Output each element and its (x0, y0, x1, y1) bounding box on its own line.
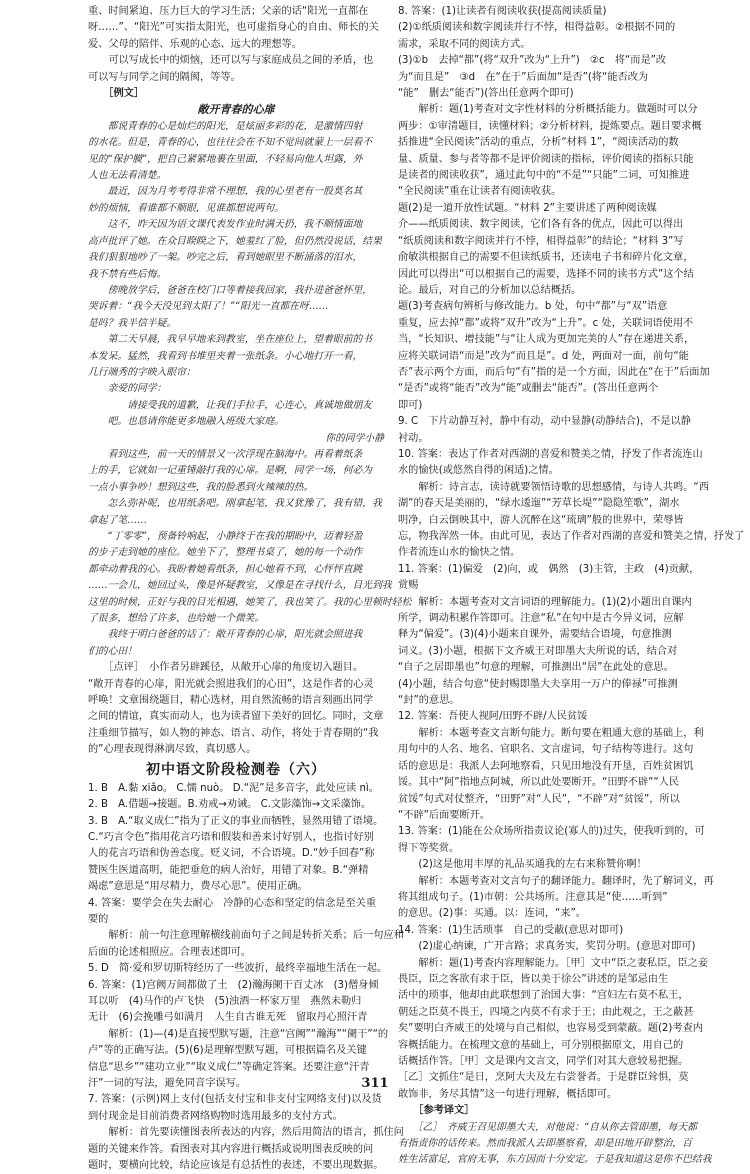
text-line: 这不，昨天因为语文课代表发作业时满天扔，我不顺情面地 (88, 219, 363, 231)
text-line: 了很多，想给了许多，也给她一个微笑。 (88, 613, 265, 625)
text-line: 的意思。(2)事：买通。以：连词，“来”。 (398, 908, 586, 920)
text-line: 我们狠狠地吵了一架。吵完之后，看到她眼里不断涌落的泪水， (88, 252, 363, 264)
text-line: 亲爱的同学： (88, 383, 167, 395)
text-line: 卢”等的正确写法。(5)(6)是理解型默写题，可根据篇名及关键 (88, 1045, 367, 1057)
text-line: 忘，物我浑然一体。由此可见，表达了作者对西湖的喜爱和赞美之情，抒发了 (398, 531, 745, 542)
text-line: 解析：首先要读懂图表所表达的内容，然后用简洁的语言，抓住问 (88, 1127, 404, 1139)
text-line: 竭虑”意思是“用尽精力，费尽心思”。使用正确。 (88, 881, 308, 893)
text-line: 1. B A.黏 xiǎo。 C.懦 nuò。 D.“泥”是多音字，此处应读 nì。 (88, 782, 379, 794)
text-line: 上的手，它就如一记重锤敲打我的心扉。是啊，同学一场，何必为 (88, 465, 373, 477)
text-line: “全民阅读”重在让读者有阅读收获。 (398, 186, 562, 198)
text-line: 题时，要横向比较，结论应该是有总括性的表述，不要出现数据。 (88, 1160, 384, 1172)
subheading: ［参考译文］ (398, 1105, 475, 1117)
text-line: 高声批评了她。在众目睽睽之下，她羞红了脸，但仍然没说话，结果 (88, 235, 382, 247)
text-line: 之间的情谊，真实而动人，也为读者留下美好的回忆。同时，文章 (88, 711, 384, 723)
text-line: 2. B A.借题→接题。B.劝戒→劝诫。 C.文影藻饰→文采藻饰。 (88, 799, 372, 811)
text-line: 矣”要明白齐威王的处境与自己相似，也容易受到蒙蔽。题(2)考查内 (398, 1023, 703, 1035)
right-column (398, 4, 750, 1166)
text-line: 3. B A.“取义成仁”指为了正义的事业而牺牲，显然用错了语境。 (88, 815, 384, 827)
text-line: 耳以听 (4)马作的卢飞快 (5)浊酒一杯家万里 燕然未勒归 (88, 995, 362, 1007)
text-line: 解析：前一句注意理解横线前面句子之间是转折关系；后一句应和 (88, 930, 404, 942)
text-line: 否”表示两个方面，而后句“有”指的是一个方面，因此在“在于”后面加 (398, 366, 710, 378)
text-line: 可以写成长中的烦恼，还可以写与家庭成员之间的矛盾，也 (88, 55, 374, 67)
text-line: (2)这是他用丰厚的礼品买通我的左右来称赞你啊！ (398, 859, 647, 871)
text-line: 两步：①审清题目，读懂材料；②分析材料，提炼要点。题目要求概 (398, 120, 702, 132)
text-line: 哭诉着：“我今天没见到太阳了！”“阳光一直都在呀…… (88, 301, 329, 313)
text-line: 拿起了笔…… (88, 514, 147, 526)
text-line: 我终于明白爸爸的话了：敞开青春的心扉，阳光就会照进我 (88, 629, 363, 641)
text-line: 释为“偏爱”。(3)(4)小题来自课外，需要结合语境，句意推测 (398, 629, 672, 641)
section-title: 初中语文阶段检测卷（六） (146, 761, 326, 778)
text-line: 解析：诗言志，读诗就要领悟诗歌的思想感情，与诗人共鸣。“西 (398, 481, 709, 493)
text-line: 5. D 简·爱和罗切斯特经历了一些波折，最终幸福地生活在一起。 (88, 963, 388, 975)
text-line: 傍晚放学后，爸爸在校门口等着接我回家，我扑进爸爸怀里， (88, 284, 373, 296)
text-line: 将其组成句子。(1)市朝：公共场所。注意其是“使……听到” (398, 891, 668, 903)
text-line: 无计 (6)会挽雕弓如满月 人生自古谁无死 留取丹心照汗青 (88, 1012, 368, 1024)
text-line: 妙的烦恼，看谁都不顺眼，见谁都想说两句。 (88, 202, 284, 214)
text-line: ［点评］ 小作者另辟蹊径，从敞开心扉的角度切入题目。 (88, 662, 364, 674)
text-line: 第二天早晨，我早早地来到教室，坐在座位上，望着眼前的书 (88, 334, 373, 346)
text-line: 重复，应去掉“都”或将“双升”改为“上升”。c 处，关联词语使用不 (398, 317, 694, 329)
text-line: ［乙］ 齐威王召见即墨大夫，对他说：“自从你去管即墨，每天都 (398, 1121, 697, 1133)
text-line: 都牵动着我的心。我盼着她看纸条，担心她看不到，心怦怦直跳 (88, 563, 363, 575)
text-line: 畏臣，臣之客欲有求于臣，皆以美于徐公”讲述的是邹忌由生 (398, 973, 669, 985)
text-line: 吧。也恳请你能更多地融入班级大家庭。 (88, 416, 284, 428)
text-line: 呼唤！文章围绕题目，精心选材，用自然流畅的语言刻画出同学 (88, 695, 374, 707)
text-line: 介——纸质阅读、数字阅读，它们各有各的优点，因此可以得出 (398, 219, 684, 231)
text-line: 可以写与同学之间的隔阂，等等。 (88, 71, 241, 83)
text-line: 因此可以得出“可以根据自己的需要，选择不同的读书方式”这个结 (398, 268, 694, 280)
text-line: 8. 答案：(1)让读者有阅读收获(提高阅读质量) (398, 6, 607, 17)
text-line: 请接受我的道歉，让我们手拉手，心连心，真诚地做朋友 (88, 399, 373, 411)
text-line: 解析：题(1)考查对文字性材料的分析概括能力。做题时可以分 (398, 104, 698, 116)
text-line: 的步子走到她的座位。她坐下了，整理书桌了，她的每一个动作 (88, 547, 363, 559)
text-line: 明净，白云倒映其中，游人沉醉在这“琉璃”般的世界中，荣辱皆 (398, 514, 684, 526)
text-line: 衬动。 (398, 432, 429, 444)
text-line: 怎么弥补呢，也用纸条吧。刚拿起笔，我又犹豫了，我有错，我 (88, 498, 382, 510)
text-line: 见的“保护膜”，把自己紧紧地裹在里面，不轻易向他人坦露，外 (88, 153, 363, 165)
text-line: 我不禁有些后悔。 (88, 268, 167, 280)
text-line: 有指责你的话传来。然而我派人去即墨察看，却是田地开辟整治，百 (398, 1138, 692, 1150)
page-number: 311 (361, 1076, 389, 1091)
text-line: “自子之居即墨也”句意的理解，可推测出“居”在此处的意思。 (398, 662, 674, 674)
text-line: 题(3)考查病句辨析与修改能力。b 处，句中“都”与“双”语意 (398, 301, 668, 313)
text-line: 后面的论述相照应。合理表述即可。 (88, 946, 251, 958)
text-line: “能” 删去“能否”)(答出任意两个即可) (398, 88, 574, 100)
text-line: 是吗？我半信半疑。 (88, 317, 177, 329)
text-line: 呀……”、“阳光”可实指太阳光，也可虚指身心的自由、师长的关 (88, 22, 379, 34)
text-line: “丁零零”，预备铃响起，小静终于在我的期盼中，迈着轻盈 (88, 531, 363, 542)
text-line: 括推进“全民阅读”活动的重点，分析“材料 1”，“阅读活动的数 (398, 137, 679, 149)
text-line: 得下等奖赏。 (398, 842, 460, 854)
text-line: 本发呆。猛然，我看到书堆里夹着一张纸条。小心地打开一看， (88, 350, 363, 362)
text-line: 作者流连山水的愉快之情。 (398, 547, 521, 559)
text-line: “是否”或将“能否”改为“能”或删去“能否”。(答出任意两个 (398, 383, 659, 395)
text-line: 7. 答案：(示例)网上支付(包括支付宝和非支付宝网络支付)以及货 (88, 1094, 382, 1106)
text-line: “敞开青春的心扉，阳光就会照进我们的心田”，这是作者的心灵 (88, 678, 374, 690)
text-line: 用句中的人名、地名、官职名、文言虚词，句子结构等进行。这句 (398, 744, 694, 756)
signature-line: 你的同学小静 (325, 432, 384, 444)
text-line: 题的关键来作答。看图表对其内容进行概括或说明图表反映的问 (88, 1143, 374, 1155)
text-line: (2)虚心纳谏，广开言路；求真务实，奖罚分明。(意思对即可) (398, 941, 696, 953)
text-line: 姓生活富足，官府无事，东方因而十分安定。于是我知道这是你不巴结我 (398, 1154, 712, 1166)
text-line: 论。最后，对自己的分析加以总结概括。 (398, 284, 582, 296)
text-line: 应将关联词语“而是”改为“而且是”。d 处，两面对一面，前句“能 (398, 350, 689, 362)
text-line: C.“巧言令色”指用花言巧语和假装和善来讨好别人，也指讨好别 (88, 831, 374, 843)
text-line: 们的心田！ (88, 645, 137, 657)
text-line: 解析：本题考查对文言句子的翻译能力。翻译时，先了解词义，再 (398, 875, 714, 887)
text-line: 重、时间紧迫、压力巨大的学习生活；父亲的话“阳光一直都在 (88, 6, 369, 17)
text-line: 汗”一词的写法，避免同音字误写。 (88, 1078, 247, 1089)
text-line: 词义。(3)小题，根据下文齐威王对即墨大夫所说的话，结合对 (398, 645, 678, 657)
text-line: 6. 答案：(1)宫阙万间都做了土 (2)瀚海阑干百丈冰 (3)僧身倾 (88, 979, 379, 991)
text-line: 的”心理表现得淋漓尽致，真切感人。 (88, 744, 257, 756)
text-line: 赞医生医道高明，能把垂危的病人治好，用错了对象。B.“弹精 (88, 864, 369, 876)
text-line: 爱、父母的陪伴、乐观的心态、远大的理想等。 (88, 38, 302, 50)
text-line: 量、质量、参与者等都不是评价阅读的指标，评价阅读的指标只能 (398, 153, 694, 165)
text-line: 即可) (398, 399, 423, 411)
text-line: 需求，采取不同的阅读方式。 (398, 38, 531, 50)
text-line: 9. C 下片动静互衬，静中有动，动中显静(动静结合)，不是以静 (398, 416, 691, 428)
text-line: 14. 答案：(1)生活琐事 自己的受蔽(意思对即可) (398, 924, 624, 936)
text-line: 馁。其中“阿”指地点阿城，所以此处要断开。“田野不辟”“人民 (398, 777, 680, 789)
text-line: ……一会儿，她回过头，像是怀疑教室，又像是在寻找什么，目光到我 (88, 580, 392, 592)
text-line: 解析：本题考查对文言词语的理解能力。(1)(2)小题出自课内 (398, 596, 692, 608)
essay-title: 敞开青春的心扉 (197, 103, 275, 117)
text-line: 最近，因为月考考得非常不理想，我的心里老有一股莫名其 (88, 186, 363, 198)
text-line: 都说青春的心是灿烂的阳光，是炫丽多彩的花，是激情四射 (88, 120, 363, 132)
text-line: 10. 答案：表达了作者对西湖的喜爱和赞美之情，抒发了作者流连山 (398, 448, 703, 460)
subheading: ［例文］ (88, 88, 145, 100)
text-line: 敢饰非，务尽其情”这一句进行理解，概括即可。 (398, 1088, 618, 1100)
text-line: 为“而且是” ③d 在“在于”后面加“是否”(将“能否改为 (398, 71, 649, 83)
text-line: “纸质阅读和数字阅读并行不悖，相得益彰”的结论；“材料 3”写 (398, 235, 684, 247)
text-line: 到付现金是目前消费者网络购物时选用最多的支付方式。 (88, 1110, 343, 1122)
text-line: 信息“思乡”“建功立业”“取义成仁”等确定答案。还要注意“汗青 (88, 1061, 370, 1073)
text-line: 贫馁”句式对仗整齐，“田野”对“人民”，“不辟”对“贫馁”，所以 (398, 793, 680, 805)
text-line: 话的意思是：我派人去阿地察看，只见田地没有开垦，百姓贫困饥 (398, 760, 694, 772)
text-line: (3)①b 去掉“都”(将“双升”改为“上升”) ②c 将“而是”改 (398, 55, 667, 67)
text-line: 所学，调动积累作答即可。注意“私”在句中是古今异义词，应解 (398, 613, 684, 625)
text-line: 解析：题(1)考查内容理解能力。［甲］文中“臣之妻私臣，臣之妾 (398, 957, 709, 969)
text-line: “封”的意思。 (398, 695, 460, 707)
text-line: 水的愉快(或悠然自得的闲适)之情。 (398, 465, 559, 477)
text-line: (4)小题，结合句意“使封赐即墨大夫享用一万户的俸禄”可推测 (398, 678, 678, 690)
text-line: 一点小事争吵！想到这些，我的脸悉到火辣辣的热。 (88, 481, 314, 493)
text-line: 容概括能力。在梳理文意的基础上，可分别根据原文，用自己的 (398, 1039, 684, 1051)
text-line: 看到这些，前一天的情景又一次浮现在脑海中。再看着纸条 (88, 448, 363, 460)
text-line: 湖”的春天是美丽的，“绿水逶迤”“芳草长堤”“隐隐笙歌”，湖水 (398, 498, 680, 510)
text-line: 这里的时候，正好与我的目光相遇，她笑了，我也笑了。我的心里顿时轻松 (88, 596, 412, 608)
text-line: “不辟”后面要断开。 (398, 809, 491, 821)
text-line: ［乙］文抓住“是日，烹阿大夫及左右尝誉者。于是群臣耸惧，莫 (398, 1072, 689, 1084)
text-line: 要的 (88, 913, 109, 925)
text-line: 人也无法看清楚。 (88, 170, 167, 182)
text-line: 当，“长知识、增技能”与“让人成为更加完美的人”存在递进关系， (398, 334, 695, 346)
text-line: 的水花。但是，青春的心，也往往会在不知不觉间就蒙上一层看不 (88, 137, 373, 149)
text-line: 是读者的阅读收获”，通过此句中的“不是”“只能”二词，可知推进 (398, 170, 690, 182)
text-line: (2)①纸质阅读和数字阅读并行不悖，相得益彰。②根据不同的 (398, 22, 676, 34)
text-line: 赏赐 (398, 580, 419, 592)
text-line: 13. 答案：(1)能在公众场所指责议论(寡人的)过失，使我听到的，可 (398, 826, 705, 838)
text-line: 解析：本题考查文言断句能力。断句要在粗通大意的基础上，利 (398, 727, 704, 739)
text-line: 解析：(1)—(4)是直接型默写题，注意“宫阙”“瀚海”“阑干”“的 (88, 1028, 389, 1040)
text-line: 俞敏洪根据自己的需要不但读纸质书，还读电子书和碎片化文章， (398, 252, 694, 264)
text-line: 人的花言巧语和伪善态度。贬义词，不合语境。D.“妙手回春”称 (88, 848, 375, 860)
text-line: 12. 答案：吾使人视阿/田野不辟/人民贫馁 (398, 711, 588, 723)
text-line: 朝廷之臣莫不畏王，四境之内莫不有求于王；由此观之，王之蔽甚 (398, 1006, 694, 1018)
text-line: 11. 答案：(1)偏爱 (2)向，或 偶然 (3)主管，主政 (4)贡献， (398, 563, 700, 575)
text-line: 题(2)是一道开放性试题。“材料 2”主要讲述了两种阅读媒 (398, 202, 657, 214)
text-line: 话概括作答。［甲］文是课内文言文，同学们对其大意较易把握。 (398, 1056, 689, 1067)
text-line: 活中的琐事，他却由此联想到了治国大事：“宫妇左右莫不私王， (398, 990, 689, 1002)
text-line: 几行端秀的字映入眼帘： (88, 366, 196, 378)
text-line: 注重细节描写，如人物的神态、语言、动作，将处于青春期的“我 (88, 727, 379, 739)
text-line: 4. 答案：要学会在失去耐心 冷静的心态和坚定的信念是至关重 (88, 897, 377, 909)
